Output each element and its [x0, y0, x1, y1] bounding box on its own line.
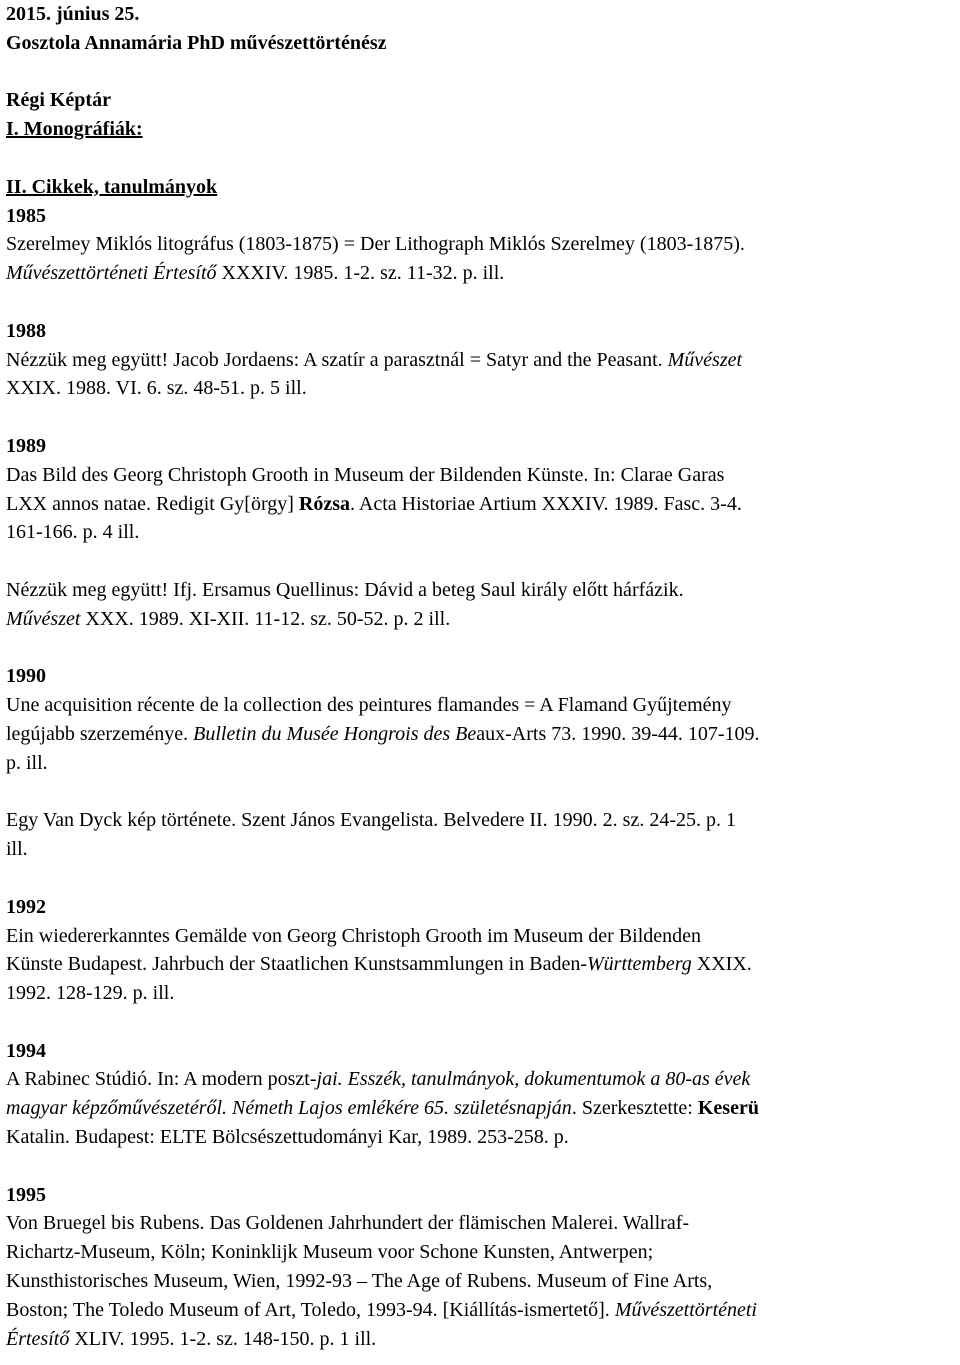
entry-1989a-line2: LXX annos natae. Redigit Gy[örgy] Rózsa. Acta Historiae Artium XXXIV. 1989. Fasc. 3-4.: [6, 492, 742, 515]
year-heading-1990: 1990: [6, 665, 46, 688]
entry-1995-line5: Értesítő XLIV. 1995. 1-2. sz. 148-150. p. 1 ill.: [6, 1327, 377, 1350]
entry-1985-line1: Szerelmey Miklós litográfus (1803-1875) = Der Lithograph Miklós Szerelmey (1803-1875).: [6, 233, 745, 256]
museum-department: Régi Képtár: [6, 89, 111, 112]
journal-title: Művészettörténeti Értesítő: [6, 262, 217, 285]
book-title: jai. Esszék, tanulmányok, dokumentumok a 80-as évek: [316, 1068, 751, 1091]
document-author: Gosztola Annamária PhD művészettörténész: [6, 31, 387, 54]
spacer: [6, 144, 954, 173]
year-heading-1992: 1992: [6, 895, 46, 918]
year-heading-1995: 1995: [6, 1183, 46, 1206]
journal-title: Művészet: [667, 348, 743, 371]
section-heading-monographs: I. Monográfiák:: [6, 118, 143, 141]
entry-1994-line2: magyar képzőművészetéről. Németh Lajos emlékére 65. születésnapján. Szerkesztette: Keserü: [6, 1097, 759, 1120]
spacer: [6, 1008, 954, 1037]
entry-1995-line4: Boston; The Toledo Museum of Art, Toledo, 1993-94. [Kiállítás-ismertető]. Művészettörténeti: [6, 1298, 757, 1321]
entry-1990a-line1: Une acquisition récente de la collection des peintures flamandes = A Flamand Gyűjtemény: [6, 694, 732, 717]
entry-1990b-line1: Egy Van Dyck kép története. Szent János Evangelista. Belvedere II. 1990. 2. sz. 24-25. p. 1: [6, 809, 736, 832]
spacer: [6, 403, 954, 432]
journal-title: Értesítő: [6, 1327, 70, 1350]
entry-1988-line1: Nézzük meg együtt! Jacob Jordaens: A szatír a parasztnál = Satyr and the Peasant. Művészet: [6, 348, 743, 371]
spacer: [6, 864, 954, 893]
entry-1995-line1: Von Bruegel bis Rubens. Das Goldenen Jahrhundert der flämischen Malerei. Wallraf-: [6, 1212, 690, 1235]
year-heading-1985: 1985: [6, 204, 46, 227]
year-heading-1988: 1988: [6, 319, 46, 342]
entry-1989a-line1: Das Bild des Georg Christoph Grooth in Museum der Bildenden Künste. In: Clarae Garas: [6, 463, 725, 486]
entry-1985-line2: Művészettörténeti Értesítő XXXIV. 1985. 1-2. sz. 11-32. p. ill.: [6, 262, 505, 285]
entry-1995-line2: Richartz-Museum, Köln; Koninklijk Museum voor Schone Kunsten, Antwerpen;: [6, 1241, 654, 1264]
entry-1995-line3: Kunsthistorisches Museum, Wien, 1992-93 – The Age of Rubens. Museum of Fine Arts,: [6, 1270, 713, 1293]
entry-1988-line2: XXIX. 1988. VI. 6. sz. 48-51. p. 5 ill.: [6, 377, 307, 400]
entry-1992-line3: 1992. 128-129. p. ill.: [6, 982, 175, 1005]
entry-1989a-line3: 161-166. p. 4 ill.: [6, 521, 140, 544]
year-heading-1994: 1994: [6, 1039, 46, 1062]
editor-name: Keserü: [697, 1097, 759, 1120]
year-heading-1989: 1989: [6, 434, 46, 457]
spacer: [6, 58, 954, 87]
journal-title: Művészettörténeti: [614, 1298, 757, 1321]
journal-title: Württemberg: [587, 953, 692, 976]
entry-1989b-line1: Nézzük meg együtt! Ifj. Ersamus Quellinus: Dávid a beteg Saul király előtt hárfázik.: [6, 578, 684, 601]
entry-1989b-line2: Művészet XXX. 1989. XI-XII. 11-12. sz. 50-52. p. 2 ill.: [6, 607, 451, 630]
book-title: magyar képzőművészetéről. Németh Lajos emlékére 65. születésnapján: [6, 1097, 572, 1120]
section-heading-articles: II. Cikkek, tanulmányok: [6, 175, 218, 198]
spacer: [6, 778, 954, 807]
entry-1992-line2: Künste Budapest. Jahrbuch der Staatlichen Kunstsammlungen in Baden-Württemberg XXIX.: [6, 953, 752, 976]
spacer: [6, 634, 954, 663]
spacer: [6, 1152, 954, 1181]
entry-1992-line1: Ein wiedererkanntes Gemälde von Georg Christoph Grooth im Museum der Bildenden: [6, 924, 702, 947]
spacer: [6, 547, 954, 576]
journal-title: Művészet: [6, 607, 81, 630]
editor-name: Rózsa: [298, 492, 351, 515]
document-date: 2015. június 25.: [6, 3, 140, 25]
spacer: [6, 288, 954, 317]
entry-1994-line3: Katalin. Budapest: ELTE Bölcsészettudományi Kar, 1989. 253-258. p.: [6, 1126, 569, 1149]
entry-1994-line1: A Rabinec Stúdió. In: A modern poszt-jai. Esszék, tanulmányok, dokumentumok a 80-as évek: [6, 1068, 751, 1091]
entry-1990b-line2: ill.: [6, 838, 28, 861]
journal-title: Bulletin du Musée Hongrois des Be: [193, 722, 477, 745]
entry-1990a-line3: p. ill.: [6, 751, 48, 774]
entry-1990a-line2: legújabb szerzeménye. Bulletin du Musée Hongrois des Beaux-Arts 73. 1990. 39-44. 107-109.: [6, 722, 760, 745]
